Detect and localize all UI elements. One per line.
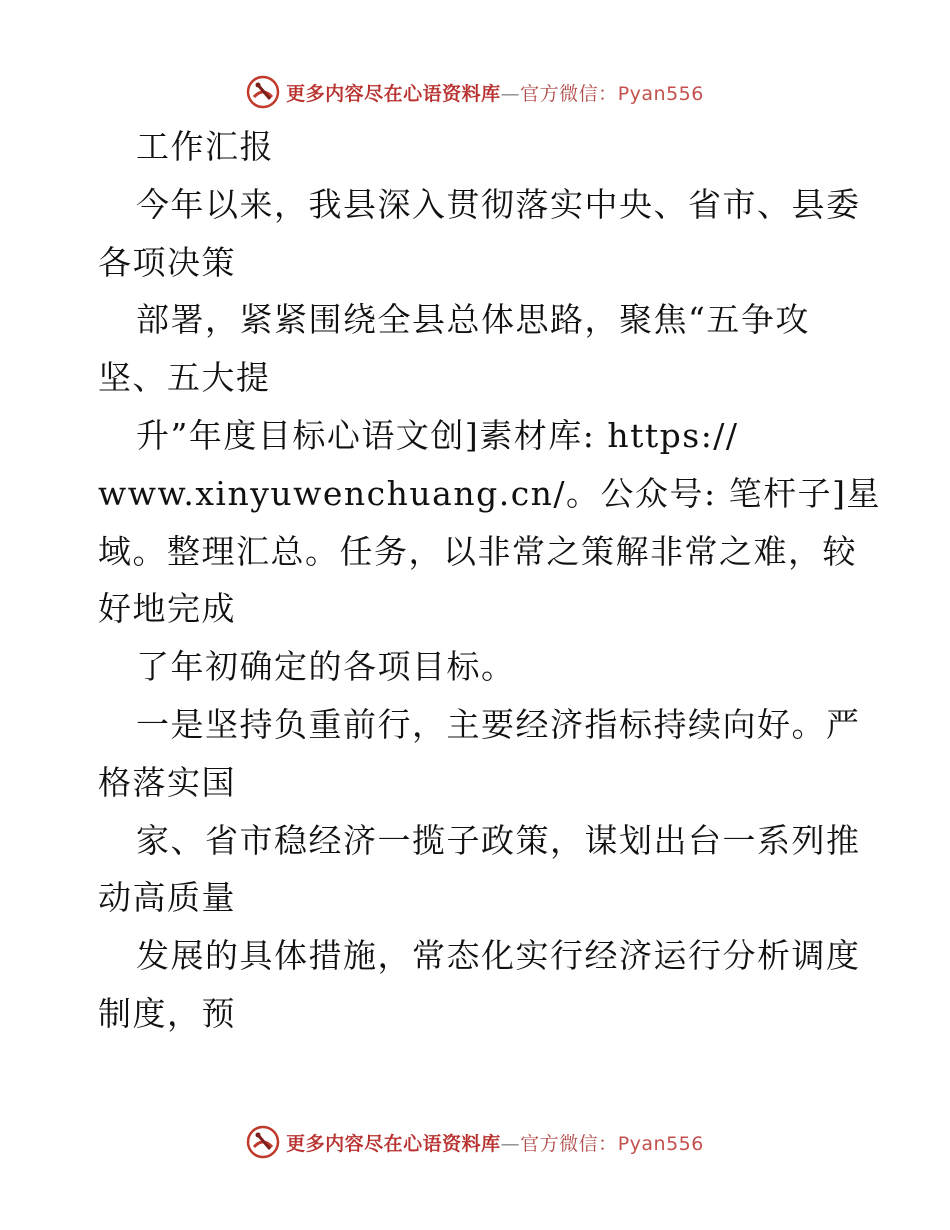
footer-banner: [0, 1120, 950, 1164]
doc-line: 部署，紧紧围绕全县总体思路，聚焦“五争攻: [136, 300, 810, 340]
banner-wechat-id: Pyan556: [617, 82, 704, 105]
banner-wechat-label: 官方微信：: [520, 1132, 618, 1155]
banner-main-text: 更多内容尽在心语资料库: [286, 82, 501, 105]
doc-line: 家、省市稳经济一揽子政策，谋划出台一系列推: [136, 820, 861, 860]
banner-text: [286, 1129, 704, 1156]
red-book-pen-logo-icon: [246, 75, 280, 109]
banner-separator: —: [500, 1132, 521, 1155]
doc-line: 今年以来，我县深入贯彻落实中央、省市、县委: [136, 184, 861, 224]
doc-line: 动高质量: [98, 878, 236, 918]
red-book-pen-logo-icon: [246, 1125, 280, 1159]
banner-wechat-id: Pyan556: [617, 1132, 704, 1155]
doc-line: 工作汇报: [136, 127, 274, 166]
header-banner: [0, 70, 950, 114]
doc-line: 域。整理汇总。任务，以非常之策解非常之难，较: [98, 531, 857, 571]
doc-line: 升”年度目标心语文创]素材库: https://: [136, 415, 739, 455]
doc-line: 发展的具体措施，常态化实行经济运行分析调度: [136, 936, 861, 976]
doc-line: 一是坚持负重前行，主要经济指标持续向好。严: [136, 704, 861, 744]
banner-separator: —: [500, 82, 521, 105]
banner-wechat-label: 官方微信：: [520, 82, 618, 105]
doc-line: 格落实国: [98, 762, 236, 802]
doc-line: www.xinyuwenchuang.cn/。公众号: 笔杆子]星: [98, 473, 882, 513]
doc-line: 制度，预: [98, 993, 236, 1033]
doc-line: 好地完成: [98, 589, 236, 629]
doc-line: 各项决策: [98, 242, 236, 282]
banner-text: [286, 79, 704, 106]
document-body: [98, 118, 882, 1043]
doc-line: 了年初确定的各项目标。: [136, 647, 516, 687]
doc-line: 坚、五大提: [98, 358, 271, 398]
banner-main-text: 更多内容尽在心语资料库: [286, 1132, 501, 1155]
